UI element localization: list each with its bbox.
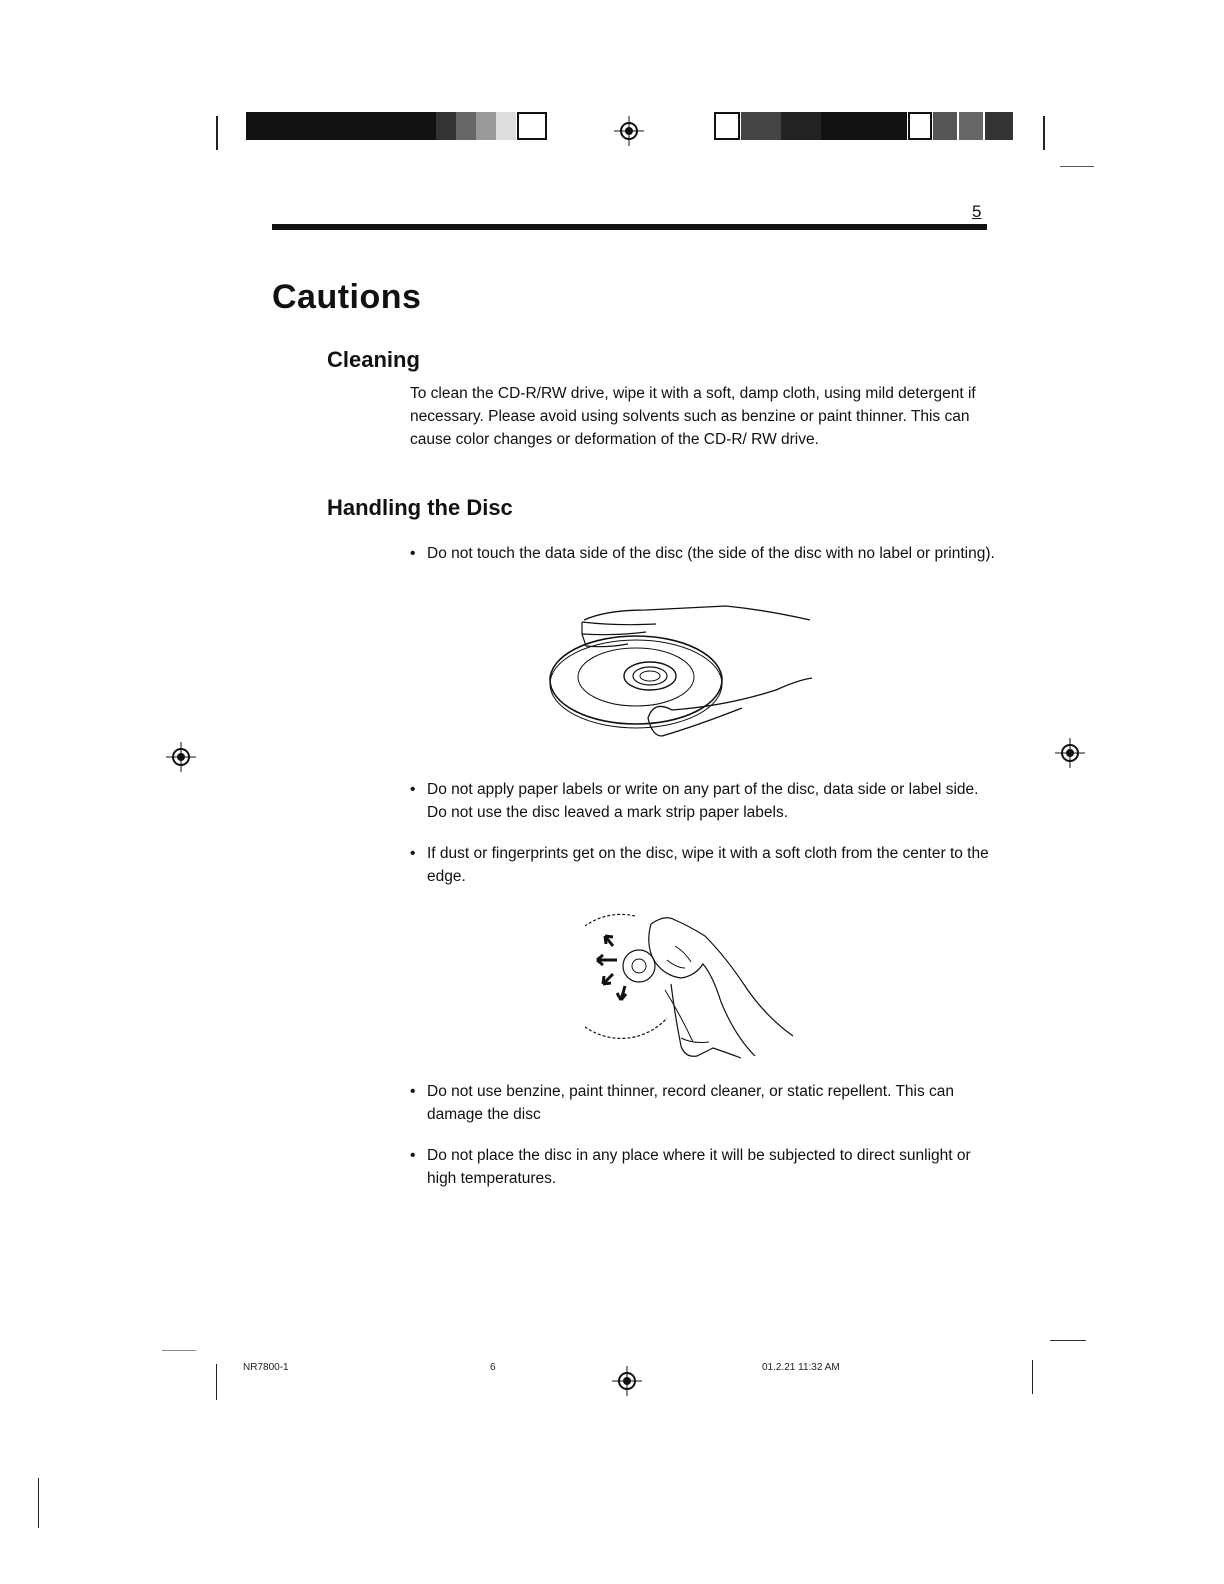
list-item: [410, 1144, 1000, 1190]
crop-mark-right-bottom: [1032, 1360, 1033, 1394]
page-title: Cautions: [272, 278, 422, 316]
wiping-disc-icon: [585, 906, 800, 1068]
registration-mark-icon: [166, 742, 196, 772]
crop-mark-left-bottom: [216, 1364, 217, 1400]
color-bar-right-swatches: [713, 112, 1013, 140]
bullet-icon: •: [410, 545, 416, 562]
list-item: [410, 1080, 1000, 1126]
cleaning-paragraph: To clean the CD-R/RW drive, wipe it with a soft, damp cloth, using mild detergent if necessary. Please avoid using solvents such as benzine or paint thinner. This can cause color changes or deformation of the CD-R/ RW drive.: [410, 385, 976, 448]
bullet-icon: •: [410, 1147, 416, 1164]
section-heading-cleaning: Cleaning: [327, 347, 420, 372]
list-item: [410, 778, 1000, 824]
header-rule: [272, 224, 987, 230]
list-item-text: Do not place the disc in any place where it will be subjected to direct sunlight or high temperatures.: [427, 1147, 971, 1187]
footer-doc-id: NR7800-1: [243, 1362, 289, 1373]
bullet-icon: •: [410, 781, 416, 798]
color-bar-left: [246, 112, 436, 140]
list-item-text: Do not apply paper labels or write on any part of the disc, data side or label side. Do not use the disc leaved a mark strip paper labels.: [427, 781, 979, 821]
crop-mark-right-bottom-dash: [1050, 1340, 1086, 1341]
list-item-text: Do not touch the data side of the disc (the side of the disc with no label or printing).: [427, 545, 995, 562]
registration-mark-icon: [612, 1366, 642, 1396]
hand-holding-disc-icon: [546, 600, 816, 746]
registration-mark-icon: [1055, 738, 1085, 768]
crop-mark-right-dash: [1060, 166, 1094, 167]
bullet-icon: •: [410, 1083, 416, 1100]
crop-mark-left-top: [216, 116, 218, 150]
footer-sheet-number: 6: [490, 1362, 496, 1373]
crop-mark-far-bottom: [38, 1478, 39, 1528]
list-item: [410, 842, 1000, 888]
crop-mark-left-bottom-dash: [162, 1350, 196, 1351]
color-bar-left-swatches: [436, 112, 548, 140]
crop-mark-right-top: [1043, 116, 1045, 150]
bullet-icon: •: [410, 845, 416, 862]
footer-timestamp: 01.2.21 11:32 AM: [762, 1362, 840, 1373]
list-item-text: Do not use benzine, paint thinner, record cleaner, or static repellent. This can damage the disc: [427, 1083, 955, 1123]
list-item: [410, 542, 1000, 565]
section-heading-handling: Handling the Disc: [327, 495, 513, 520]
page-number: 5: [972, 202, 982, 221]
list-item-text: If dust or fingerprints get on the disc, wipe it with a soft cloth from the center to the edge.: [427, 845, 989, 885]
registration-mark-icon: [614, 116, 644, 146]
